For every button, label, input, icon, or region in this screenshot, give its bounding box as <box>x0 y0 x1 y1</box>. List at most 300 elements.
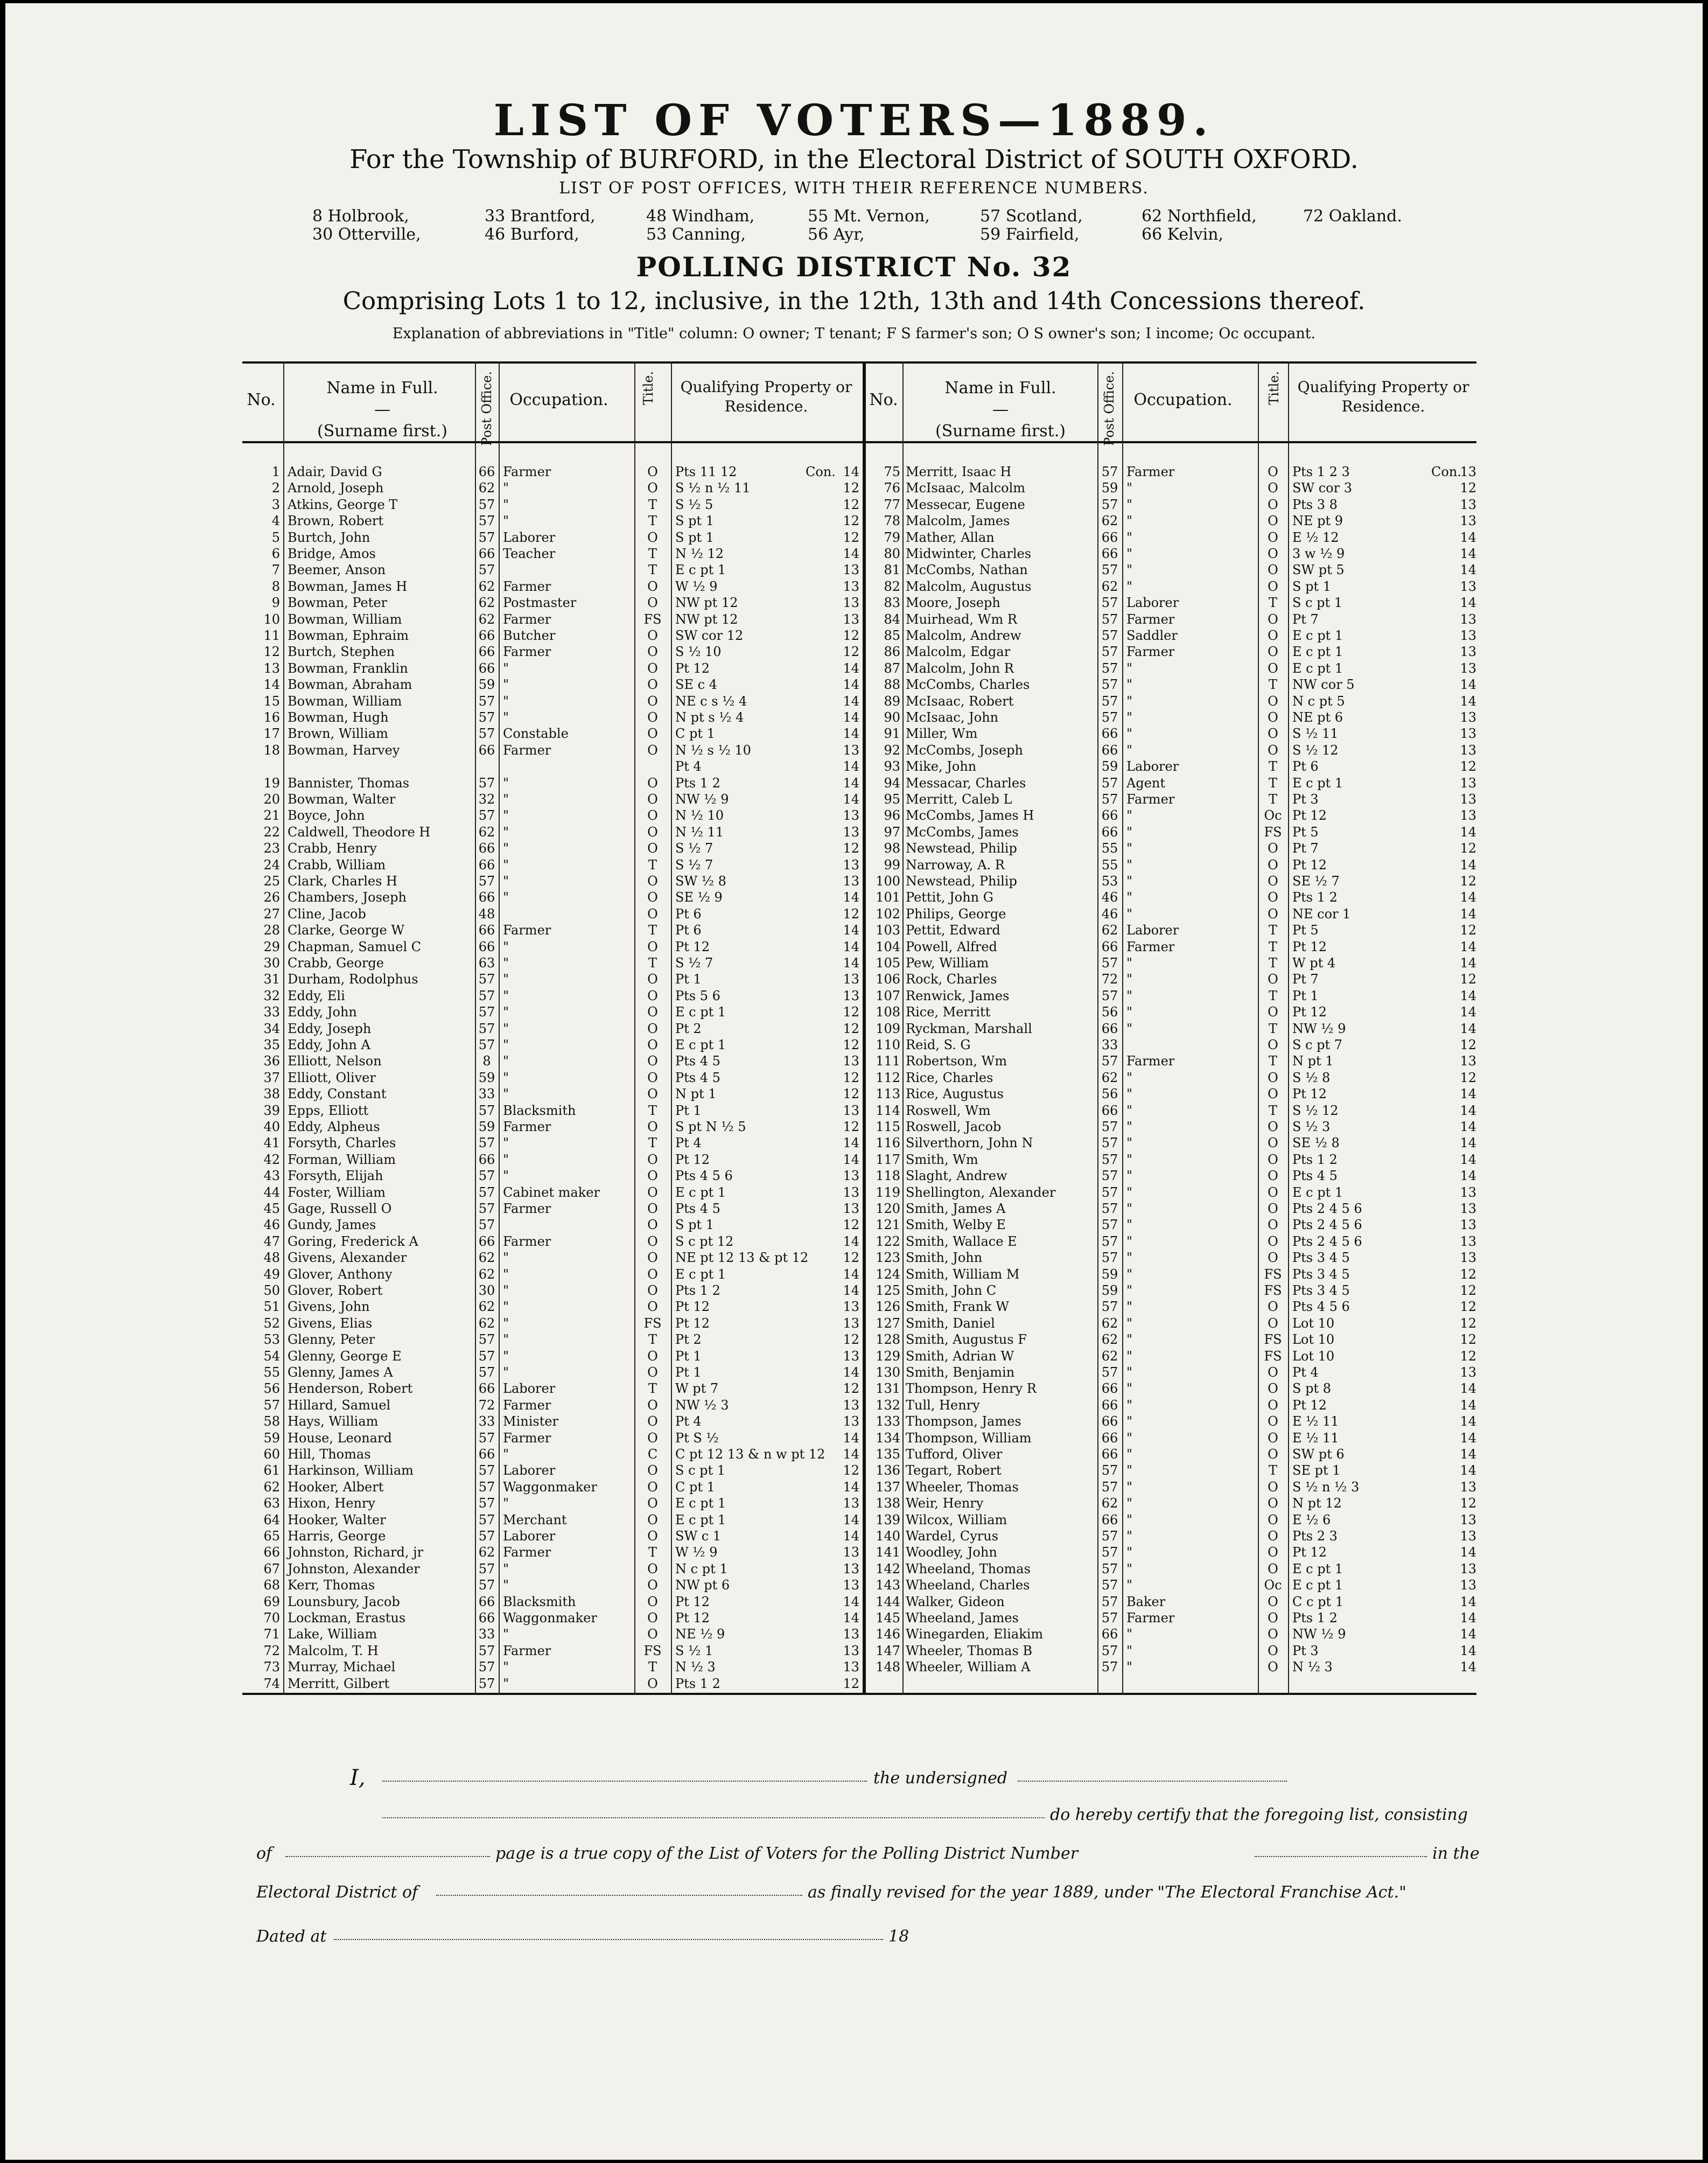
cell-occ: " <box>1126 660 1133 676</box>
cell-no: 20 <box>263 792 280 807</box>
cell-prop: SW pt 6 <box>1292 1447 1345 1462</box>
cell-no: 29 <box>263 939 280 954</box>
post-office-caption: LIST OF POST OFFICES, WITH THEIR REFERENCE NUMBERS. <box>559 179 1149 198</box>
cell-title: O <box>647 660 658 676</box>
cell-no: 88 <box>884 677 900 693</box>
cell-title: O <box>1268 611 1278 627</box>
cell-title: O <box>1268 480 1278 496</box>
cell-name: Winegarden, Eliakim <box>906 1627 1044 1642</box>
cell-prop: Pt 12 <box>675 1610 710 1625</box>
cell-title: O <box>1268 1299 1278 1315</box>
cell-title: T <box>648 1659 657 1675</box>
cell-name: Givens, John <box>288 1299 370 1315</box>
cell-name: Clark, Charles H <box>288 874 397 889</box>
cell-no: 43 <box>263 1168 280 1184</box>
cell-con: 12 <box>843 1037 859 1052</box>
cell-con: 12 <box>843 644 859 660</box>
cell-name: Messacar, Charles <box>906 775 1026 791</box>
cell-con: 12 <box>843 1070 859 1085</box>
cell-no: 106 <box>876 972 900 987</box>
cell-title: FS <box>1264 1283 1282 1298</box>
cell-po: 57 <box>1101 1610 1118 1625</box>
cell-name: Glover, Anthony <box>288 1266 393 1282</box>
cell-title: O <box>647 677 658 693</box>
cell-no: 6 <box>271 546 280 561</box>
cell-prop: E c pt 1 <box>1292 1184 1343 1200</box>
cell-no: 26 <box>263 890 280 905</box>
cell-title: O <box>1268 1447 1278 1462</box>
cell-po: 56 <box>1101 1086 1118 1102</box>
cell-name: Midwinter, Charles <box>906 546 1032 561</box>
cell-no: 95 <box>884 792 900 807</box>
cell-po: 57 <box>1101 1594 1118 1609</box>
cell-name: Smith, Adrian W <box>906 1348 1014 1364</box>
cell-po: 66 <box>1101 546 1118 561</box>
cell-occ: " <box>503 710 509 725</box>
cell-po: 57 <box>478 874 495 889</box>
cell-no: 63 <box>263 1496 280 1511</box>
cell-no: 119 <box>876 1184 900 1200</box>
cell-occ: Laborer <box>1126 923 1179 938</box>
cell-con: 14 <box>1460 1414 1476 1429</box>
table-row <box>242 1331 1476 1348</box>
cell-name: Brown, Robert <box>288 513 384 529</box>
cell-prop: S ½ 12 <box>1292 742 1339 758</box>
cell-prop: C c pt 1 <box>1292 1594 1343 1609</box>
cell-title: O <box>1268 1643 1278 1658</box>
table-row <box>242 1135 1476 1152</box>
cell-con: 12 <box>843 513 859 529</box>
cell-title: T <box>1268 1463 1277 1478</box>
cell-con: 14 <box>1460 1397 1476 1413</box>
cell-name: Pettit, Edward <box>906 923 1000 938</box>
cell-occ: " <box>1126 1021 1133 1036</box>
cell-po: 57 <box>478 1643 495 1658</box>
cell-no: 141 <box>876 1545 900 1560</box>
cell-name: Eddy, Constant <box>288 1086 387 1102</box>
table-row <box>242 939 1476 955</box>
cell-occ: " <box>503 1627 509 1642</box>
cell-name: McIsaac, Malcolm <box>906 480 1026 496</box>
cell-no: 90 <box>884 710 900 725</box>
cell-po: 59 <box>1101 1266 1118 1282</box>
cell-occ: Farmer <box>503 1233 551 1249</box>
cell-prop: E c pt 1 <box>1292 1578 1343 1593</box>
cell-con: 13 <box>1460 775 1476 791</box>
cell-name: Shellington, Alexander <box>906 1184 1056 1200</box>
table-row <box>242 1348 1476 1365</box>
cell-title: T <box>1268 1103 1277 1118</box>
cell-con: 13 <box>843 1184 859 1200</box>
cell-con: 12 <box>843 906 859 922</box>
cell-con: 14 <box>1460 824 1476 840</box>
cell-occ: " <box>503 988 509 1003</box>
cell-title: T <box>1268 595 1277 611</box>
cell-con: 13 <box>1460 808 1476 824</box>
cell-no: 56 <box>263 1381 280 1397</box>
cell-no: 140 <box>876 1529 900 1544</box>
cell-prop: E ½ 11 <box>1292 1430 1339 1446</box>
cell-occ: " <box>503 1447 509 1462</box>
table-row <box>242 1282 1476 1299</box>
cell-con: 12 <box>1460 841 1476 856</box>
cell-occ: Farmer <box>503 923 551 938</box>
cell-occ: " <box>503 874 509 889</box>
cell-name: Malcolm, Andrew <box>906 628 1021 643</box>
cell-name: Rice, Augustus <box>906 1086 1004 1102</box>
cell-no: 70 <box>263 1610 280 1625</box>
cell-po: 62 <box>478 1266 495 1282</box>
cell-prop: Pts 1 2 <box>675 1283 720 1298</box>
cell-po: 66 <box>478 939 495 954</box>
cell-prop: N pt 1 <box>675 1086 717 1102</box>
cell-po: 66 <box>478 1594 495 1609</box>
cell-po: 66 <box>1101 939 1118 954</box>
cell-no: 99 <box>884 857 900 873</box>
cell-po: 57 <box>478 1529 495 1544</box>
cell-prop: SW pt 5 <box>1292 562 1345 578</box>
cell-name: Durham, Rodolphus <box>288 972 418 987</box>
cell-no: 77 <box>884 497 900 512</box>
cell-con: 12 <box>843 1021 859 1036</box>
cell-title: T <box>648 562 657 578</box>
cell-po: 66 <box>478 1610 495 1625</box>
cell-no: 148 <box>876 1659 900 1675</box>
cell-po: 66 <box>1101 1627 1118 1642</box>
cell-po: 57 <box>1101 1250 1118 1266</box>
cell-no: 108 <box>876 1004 900 1020</box>
cell-occ: " <box>1126 742 1133 758</box>
cell-po: 57 <box>478 988 495 1003</box>
cell-no: 76 <box>884 480 900 496</box>
cert-line-2: do hereby certify that the foregoing list, consisting <box>1050 1805 1468 1824</box>
cell-occ: " <box>503 1168 509 1184</box>
cell-prop: E c pt 1 <box>1292 1561 1343 1576</box>
cell-prop: E c pt 1 <box>675 1266 726 1282</box>
cell-no: 73 <box>263 1659 280 1675</box>
table-row <box>242 1201 1476 1217</box>
cell-title: O <box>1268 1496 1278 1511</box>
cell-name: Crabb, William <box>288 857 386 873</box>
cell-prop: Pts 1 2 <box>675 1676 720 1691</box>
cell-con: 13 <box>1460 1479 1476 1495</box>
cell-prop: E c pt 1 <box>675 1184 726 1200</box>
cell-con: 13 <box>843 1053 859 1069</box>
cell-con: 14 <box>843 710 859 725</box>
cell-prop: Pts 4 5 <box>675 1053 720 1069</box>
table-row <box>242 546 1476 562</box>
cell-no: 42 <box>263 1152 280 1167</box>
cell-po: 66 <box>478 742 495 758</box>
cell-po: 48 <box>478 906 495 922</box>
cell-name: Murray, Michael <box>288 1659 396 1675</box>
cell-title: O <box>647 1152 658 1167</box>
cell-no: 115 <box>876 1119 900 1134</box>
cell-prop: S c pt 7 <box>1292 1037 1343 1052</box>
cell-no: 69 <box>263 1594 280 1609</box>
cell-occ: " <box>503 660 509 676</box>
cell-con: 14 <box>843 660 859 676</box>
cell-prop: Pts 4 5 <box>675 1201 720 1216</box>
cell-con: 14 <box>843 1283 859 1298</box>
cell-no: 96 <box>884 808 900 824</box>
cell-occ: " <box>503 1299 509 1315</box>
cell-con: 14 <box>1460 562 1476 578</box>
cell-prop: Pt 5 <box>1292 923 1319 938</box>
cell-no: 53 <box>263 1332 280 1348</box>
table-row <box>242 644 1476 660</box>
cell-no: 65 <box>263 1529 280 1544</box>
cell-no: 128 <box>876 1332 900 1348</box>
cell-prop: Pt 12 <box>1292 857 1327 873</box>
cell-title: O <box>647 1070 658 1085</box>
cell-con: 14 <box>1460 693 1476 709</box>
cell-po: 57 <box>1101 693 1118 709</box>
cell-con: 13 <box>1460 1512 1476 1527</box>
table-row <box>242 791 1476 808</box>
cell-title: O <box>1268 1561 1278 1576</box>
cell-occ: Farmer <box>1126 792 1175 807</box>
cell-occ: Waggonmaker <box>503 1479 597 1495</box>
cell-con: 13 <box>843 1627 859 1642</box>
cell-occ: " <box>503 1037 509 1052</box>
cell-con: 12 <box>1460 759 1476 775</box>
cell-prop: Pt 12 <box>1292 1545 1327 1560</box>
cell-name: Tull, Henry <box>906 1397 980 1413</box>
cell-con: 14 <box>843 726 859 742</box>
cell-title: FS <box>643 1315 662 1331</box>
cell-prop: Pts 2 4 5 6 <box>1292 1233 1362 1249</box>
cell-no: 30 <box>263 955 280 971</box>
cell-po: 57 <box>1101 497 1118 512</box>
cell-po: 66 <box>1101 1021 1118 1036</box>
cell-prop: NE pt 6 <box>1292 710 1343 725</box>
cell-con: 14 <box>1460 939 1476 954</box>
cell-prop: S ½ 11 <box>1292 726 1339 742</box>
cell-occ: " <box>1126 1529 1133 1544</box>
cell-title: T <box>648 1103 657 1118</box>
cell-prop: SW c 1 <box>675 1529 722 1544</box>
post-office: 53 Canning, <box>646 225 746 244</box>
cell-occ: " <box>1126 1283 1133 1298</box>
cell-prop: S ½ 5 <box>675 497 713 512</box>
cell-con: 14 <box>1460 677 1476 693</box>
cell-con: 13 <box>843 1168 859 1184</box>
cell-po: 66 <box>478 1381 495 1397</box>
cell-con: 13 <box>1460 464 1476 479</box>
table-row <box>242 1119 1476 1135</box>
cell-no: 120 <box>876 1201 900 1216</box>
cell-prop: S c pt 12 <box>675 1233 734 1249</box>
cell-name: Bowman, James H <box>288 578 408 594</box>
cell-prop: S ½ n ½ 3 <box>1292 1479 1360 1495</box>
cell-title: T <box>648 497 657 512</box>
cell-prop: Pts 11 12 <box>675 464 737 479</box>
cell-name: Wilcox, William <box>906 1512 1007 1527</box>
cell-name: Clarke, George W <box>288 923 404 938</box>
cell-con: 13 <box>843 1545 859 1560</box>
cell-name: Caldwell, Theodore H <box>288 824 431 840</box>
cell-po: 66 <box>1101 1430 1118 1446</box>
cell-con: 13 <box>1460 1233 1476 1249</box>
cell-po: 46 <box>1101 890 1118 905</box>
cell-po: 57 <box>478 693 495 709</box>
cell-title: O <box>1268 1659 1278 1675</box>
cell-title: O <box>1268 1365 1278 1380</box>
cell-no: 31 <box>263 972 280 987</box>
cell-con: 14 <box>1460 906 1476 922</box>
cell-title: O <box>647 1184 658 1200</box>
cell-po: 57 <box>478 1184 495 1200</box>
cell-occ: Laborer <box>503 529 556 545</box>
cell-occ: " <box>1126 1299 1133 1315</box>
cell-no: 87 <box>884 660 900 676</box>
table-row <box>242 1626 1476 1643</box>
table-row <box>242 1037 1476 1053</box>
cell-title: O <box>647 792 658 807</box>
cell-po: 57 <box>1101 1299 1118 1315</box>
cell-title: O <box>1268 726 1278 742</box>
cell-po: 62 <box>478 1315 495 1331</box>
cell-occ: Farmer <box>1126 644 1175 660</box>
cell-po: 57 <box>1101 660 1118 676</box>
cell-no: 121 <box>876 1217 900 1233</box>
cell-prop: Pt 12 <box>1292 1397 1327 1413</box>
cell-title: O <box>1268 497 1278 512</box>
post-office: 30 Otterville, <box>312 225 421 244</box>
cell-po: 57 <box>1101 1233 1118 1249</box>
cell-con: 12 <box>843 1676 859 1691</box>
cell-prop: Pts 3 4 5 <box>1292 1266 1350 1282</box>
cell-occ: " <box>1126 1250 1133 1266</box>
table-row <box>242 1103 1476 1119</box>
cell-prop: C pt 12 13 & n w pt 12 <box>675 1447 825 1462</box>
cell-prop: NW ½ 9 <box>1292 1021 1346 1036</box>
cell-po: 62 <box>1101 1348 1118 1364</box>
cell-occ: " <box>1126 1496 1133 1511</box>
cell-name: Smith, Wm <box>906 1152 978 1167</box>
cell-occ: " <box>1126 1659 1133 1675</box>
cell-con: 14 <box>1460 1021 1476 1036</box>
cell-po: 62 <box>478 595 495 611</box>
col-header-title: Title. <box>641 371 656 405</box>
cell-name: Givens, Elias <box>288 1315 373 1331</box>
cell-name: Wheeler, Thomas <box>906 1479 1019 1495</box>
table-row <box>242 1021 1476 1037</box>
cell-con: 14 <box>1460 1447 1476 1462</box>
cell-name: House, Leonard <box>288 1430 392 1446</box>
col-header-post-office: Post Office. <box>479 371 494 446</box>
cell-occ: " <box>1126 513 1133 529</box>
cell-con: 14 <box>843 677 859 693</box>
cell-name: McIsaac, Robert <box>906 693 1014 709</box>
cell-con: 13 <box>843 824 859 840</box>
cell-title: O <box>647 1053 658 1069</box>
cell-po: 32 <box>478 792 495 807</box>
cell-prop: N pt 12 <box>1292 1496 1342 1511</box>
cell-title: T <box>648 1332 657 1348</box>
cell-no: 100 <box>876 874 900 889</box>
cell-no: 41 <box>263 1135 280 1151</box>
cell-name: Wheeler, Thomas B <box>906 1643 1033 1658</box>
cell-po: 57 <box>1101 1561 1118 1576</box>
cell-title: O <box>647 874 658 889</box>
cell-title: O <box>1268 1594 1278 1609</box>
cell-title: O <box>1268 972 1278 987</box>
cell-con: 12 <box>843 1463 859 1478</box>
cell-po: 57 <box>478 710 495 725</box>
post-office: 48 Windham, <box>646 207 755 226</box>
cell-prop: S pt 1 <box>675 1217 714 1233</box>
cell-prop: NW ½ 9 <box>675 792 729 807</box>
cell-con: 13 <box>843 1299 859 1315</box>
cell-prop: C pt 1 <box>675 1479 715 1495</box>
cell-con: 14 <box>1460 1004 1476 1020</box>
cell-po: 66 <box>1101 1381 1118 1397</box>
cell-con: 14 <box>1460 890 1476 905</box>
cell-occ: " <box>503 824 509 840</box>
cell-occ: " <box>1126 1217 1133 1233</box>
cell-name: Gage, Russell O <box>288 1201 392 1216</box>
cell-title: O <box>1268 644 1278 660</box>
cell-prop: Pt 4 <box>675 1135 702 1151</box>
cell-occ: " <box>503 480 509 496</box>
cell-name: Bannister, Thomas <box>288 775 410 791</box>
cell-con: 13 <box>843 595 859 611</box>
cell-no: 134 <box>876 1430 900 1446</box>
cell-name: Crabb, George <box>288 955 384 971</box>
cell-con: 14 <box>1460 1119 1476 1134</box>
cell-no: 127 <box>876 1315 900 1331</box>
cell-occ: " <box>1126 1430 1133 1446</box>
cell-name: Moore, Joseph <box>906 595 1000 611</box>
cell-title: O <box>647 1463 658 1478</box>
cell-no: 101 <box>876 890 900 905</box>
cell-prop: Pt 2 <box>675 1332 702 1348</box>
col-header-title-right: Title. <box>1266 371 1282 405</box>
cell-name: Walker, Gideon <box>906 1594 1005 1609</box>
cell-prop: E ½ 12 <box>1292 529 1339 545</box>
cell-occ: Farmer <box>1126 611 1175 627</box>
table-row <box>242 1168 1476 1184</box>
cell-title: T <box>648 1545 657 1560</box>
cell-prop: Pt 12 <box>675 1152 710 1167</box>
cell-po: 66 <box>478 1152 495 1167</box>
cell-prop: NW cor 5 <box>1292 677 1355 693</box>
cell-po: 66 <box>1101 1103 1118 1118</box>
cell-name: Roswell, Jacob <box>906 1119 1002 1134</box>
cell-con: 14 <box>843 1365 859 1380</box>
cell-name: Eddy, John A <box>288 1037 370 1052</box>
cell-occ: " <box>1126 1545 1133 1560</box>
table-row <box>242 1561 1476 1578</box>
cell-con: 13 <box>843 988 859 1003</box>
cell-title: O <box>647 1594 658 1609</box>
cell-title: O <box>647 1283 658 1298</box>
cell-con: 14 <box>1460 1594 1476 1609</box>
cell-name: Smith, James A <box>906 1201 1006 1216</box>
cell-name: Thompson, William <box>906 1430 1032 1446</box>
table-row <box>242 906 1476 923</box>
cell-prop: NW pt 6 <box>675 1578 730 1593</box>
cell-prop: Pts 3 4 5 <box>1292 1250 1350 1266</box>
cell-title: O <box>647 775 658 791</box>
cell-title: O <box>1268 1430 1278 1446</box>
cell-no: 113 <box>876 1086 900 1102</box>
cell-no: 67 <box>263 1561 280 1576</box>
cell-no: 107 <box>876 988 900 1003</box>
cell-occ: " <box>1126 693 1133 709</box>
